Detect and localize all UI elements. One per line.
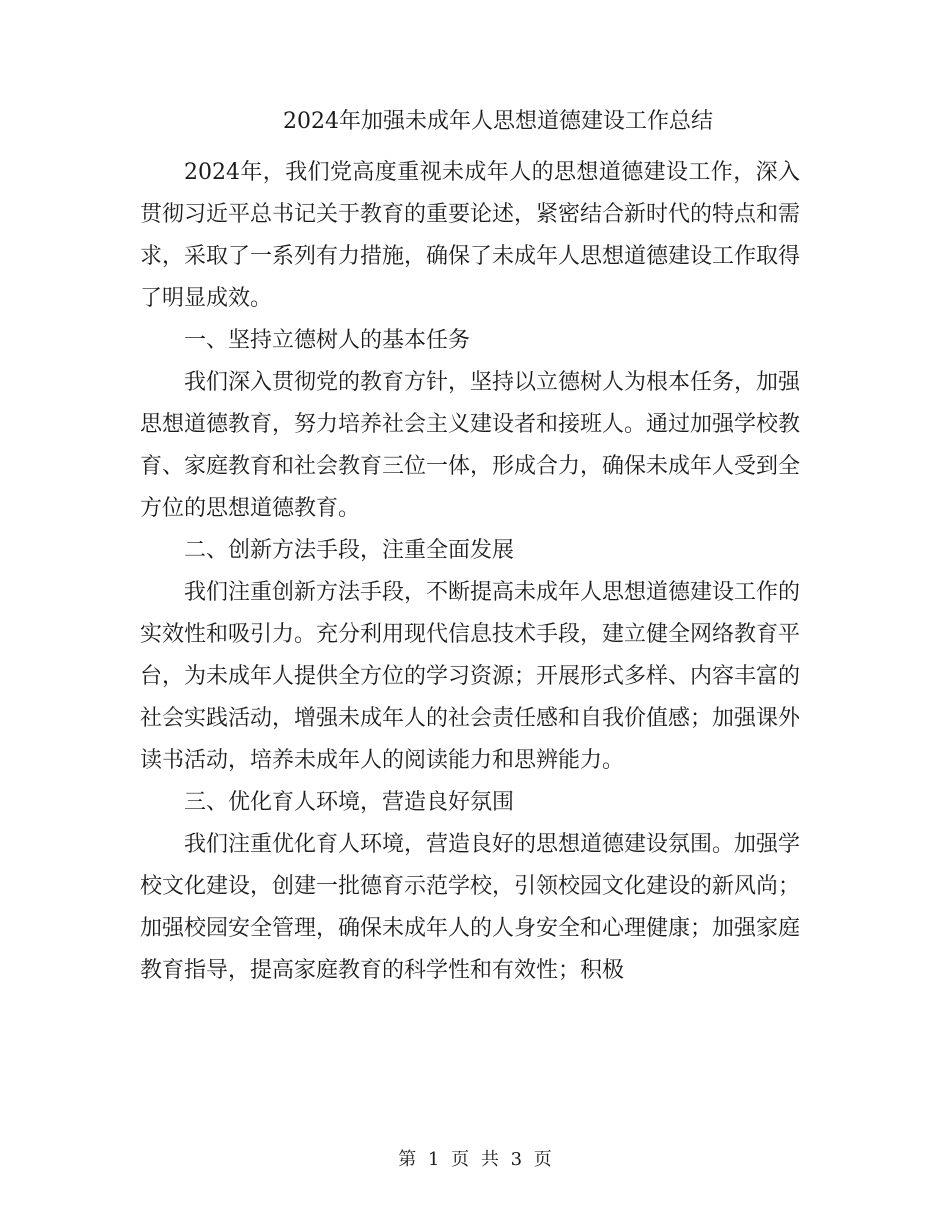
section-heading-2: 二、创新方法手段，注重全面发展 [184,538,515,563]
section-heading-3: 三、优化育人环境，营造良好氛围 [184,790,515,815]
document-body [140,152,800,992]
section-heading-1: 一、坚持立德树人的基本任务 [184,328,471,353]
paragraph-section-1: 我们深入贯彻党的教育方针，坚持以立德树人为根本任务，加强思想道德教育，努力培养社会主义建设者和接班人。通过加强学校教育、家庭教育和社会教育三位一体，形成合力，确保未成年人受到全方位的思想道德教育。 [140,370,801,521]
paragraph-section-2: 我们注重创新方法手段，不断提高未成年人思想道德建设工作的实效性和吸引力。充分利用现代信息技术手段，建立健全网络教育平台，为未成年人提供全方位的学习资源；开展形式多样、内容丰富的社会实践活动，增强未成年人的社会责任感和自我价值感；加强课外读书活动，培养未成年人的阅读能力和思辨能力。 [140,580,801,773]
document-title: 2024年加强未成年人思想道德建设工作总结 [283,109,713,134]
paragraph-section-3: 我们注重优化育人环境，营造良好的思想道德建设氛围。加强学校文化建设，创建一批德育示范学校，引领校园文化建设的新风尚；加强校园安全管理，确保未成年人的人身安全和心理健康；加强家庭教育指导，提高家庭教育的科学性和有效性；积极 [140,832,801,983]
paragraph-intro: 2024年，我们党高度重视未成年人的思想道德建设工作，深入贯彻习近平总书记关于教育的重要论述，紧密结合新时代的特点和需求，采取了一系列有力措施，确保了未成年人思想道德建设工作取得了明显成效。 [140,160,801,311]
page-number-footer: 第 1 页 共 3 页 [398,1149,552,1170]
